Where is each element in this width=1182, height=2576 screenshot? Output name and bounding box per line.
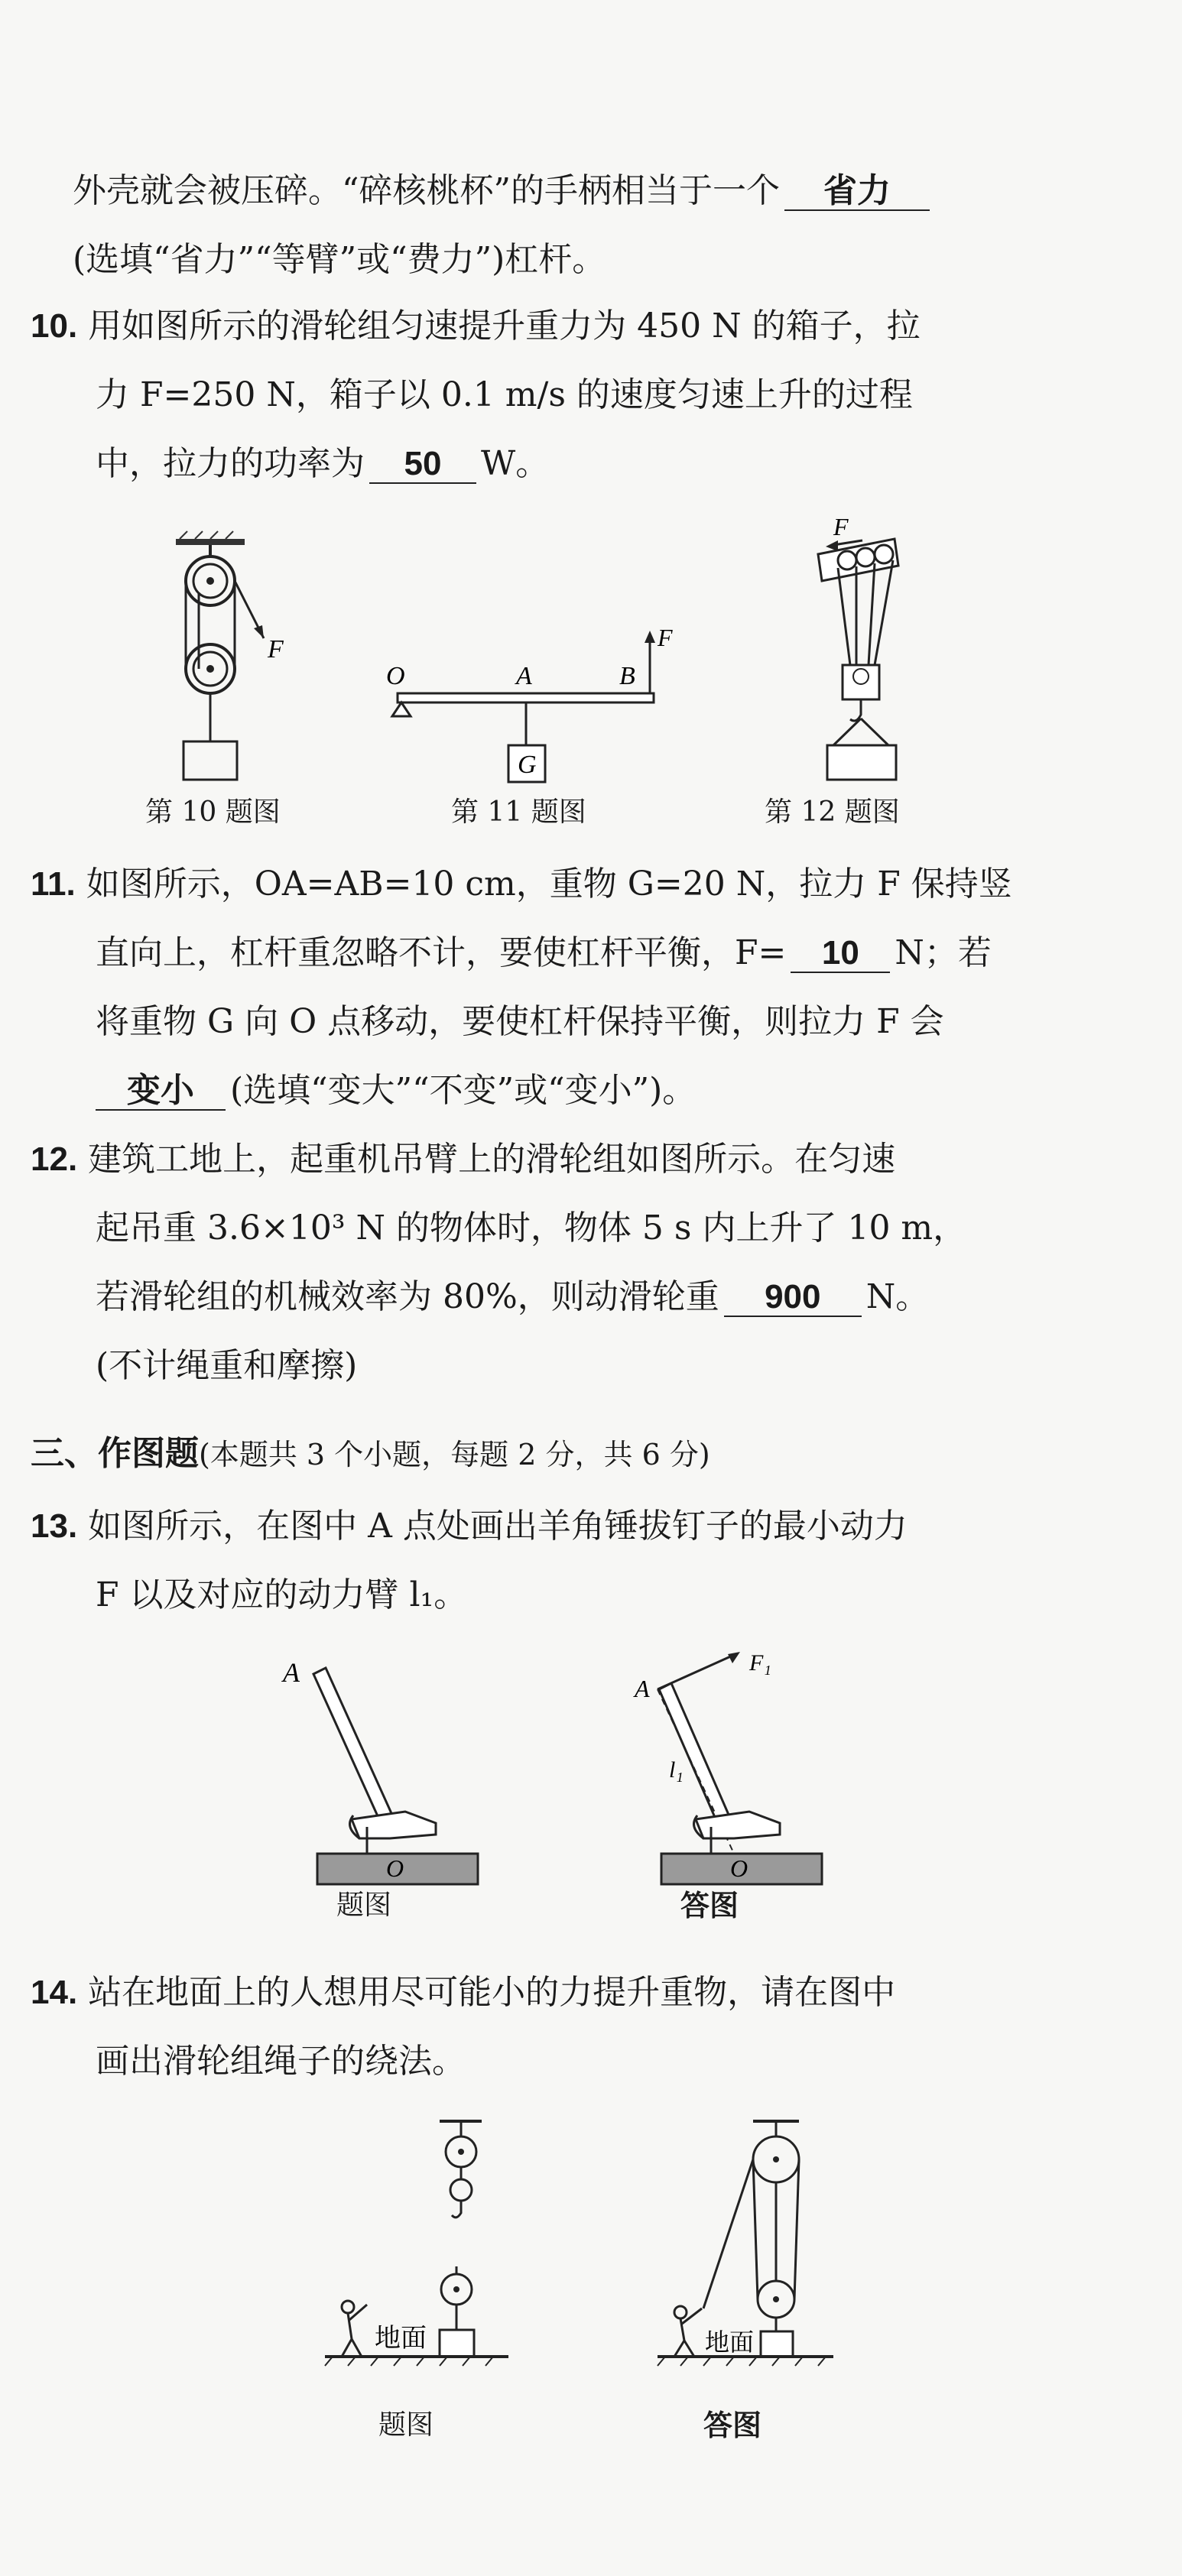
q12-answer: 900 xyxy=(724,1280,862,1317)
q13-line2-text: F 以及对应的动力臂 l₁。 xyxy=(96,1575,468,1614)
fig14-answer-caption: 答图 xyxy=(703,2410,762,2442)
fig11-lever-diagram xyxy=(386,624,673,784)
q11-number: 11. xyxy=(31,865,76,903)
q12-line2 xyxy=(96,1209,967,1247)
q10-number: 10. xyxy=(31,307,78,345)
q14-line2 xyxy=(96,2042,466,2081)
fig11-label-A: A xyxy=(516,662,532,690)
q11-line1-text: 如图所示，OA=AB=10 cm，重物 G=20 N，拉力 F 保持竖 xyxy=(86,865,1012,904)
q13-line2 xyxy=(96,1575,468,1614)
q11-line4 xyxy=(96,1071,697,1111)
q14-line2-text: 画出滑轮组绳子的绕法。 xyxy=(96,2042,466,2081)
fig14-question-pulleys xyxy=(325,2117,554,2400)
q11-line1 xyxy=(31,865,1012,904)
q12-line4-text: (不计绳重和摩擦) xyxy=(96,1346,358,1385)
fig12-label-F: F xyxy=(833,513,849,540)
fig11-label-G: G xyxy=(518,751,537,779)
q9-line2-text: (选填“省力”“等臂”或“费力”)杠杆。 xyxy=(73,240,606,279)
fig14a-ground-label: 地面 xyxy=(705,2328,755,2357)
q14-line1 xyxy=(31,1973,896,2012)
section3-heading xyxy=(31,1437,710,1471)
fig11-label-F: F xyxy=(658,624,673,651)
q13-line1-text: 如图所示，在图中 A 点处画出羊角锤拔钉子的最小动力 xyxy=(88,1507,908,1546)
fig10-label-F: F xyxy=(268,635,284,663)
q10-line1-text: 用如图所示的滑轮组匀速提升重力为 450 N 的箱子，拉 xyxy=(88,307,921,346)
fig11-label-B: B xyxy=(619,662,635,690)
q9-line2 xyxy=(73,240,606,279)
fig13a-label-l1: l₁ xyxy=(669,1757,684,1783)
q12-line4 xyxy=(96,1346,358,1385)
fig13-answer-caption: 答图 xyxy=(680,1890,739,1922)
q10-line1 xyxy=(31,307,921,346)
q10-line2-text: 力 F=250 N，箱子以 0.1 m/s 的速度匀速上升的过程 xyxy=(96,375,913,414)
fig12-caption: 第 12 题图 xyxy=(765,796,900,828)
fig10-caption: 第 10 题图 xyxy=(145,796,281,828)
fig14-answer-pulleys xyxy=(658,2117,887,2400)
q9-text: 外壳就会被压碎。“碎核桃杯”的手柄相当于一个 xyxy=(73,171,780,210)
q14-line1-text: 站在地面上的人想用尽可能小的力提升重物，请在图中 xyxy=(88,1973,896,2012)
fig13a-label-A: A xyxy=(635,1675,650,1702)
fig12-crane-pulley-diagram xyxy=(810,508,963,784)
q12-line2-text: 起吊重 3.6×10³ N 的物体时，物体 5 s 内上升了 10 m， xyxy=(96,1209,967,1247)
q10-line3 xyxy=(96,444,550,484)
q10-line2 xyxy=(96,375,913,414)
q10-answer: 50 xyxy=(369,447,476,484)
section3-note: (本题共 3 个小题，每题 2 分，共 6 分) xyxy=(199,1438,710,1471)
q12-line3-text: 若滑轮组的机械效率为 80%，则动滑轮重 xyxy=(96,1277,719,1316)
fig13a-label-O: O xyxy=(730,1854,748,1882)
fig10-pulley-diagram xyxy=(153,535,344,780)
q12-line3 xyxy=(96,1277,930,1317)
q11-line2-post: N；若 xyxy=(895,933,992,972)
fig13-answer-hammer xyxy=(635,1643,833,1888)
fig14-question-caption: 题图 xyxy=(378,2409,434,2441)
q11-line2-text: 直向上，杠杆重忽略不计，要使杠杆平衡，F= xyxy=(96,933,787,972)
fig14q-ground-label: 地面 xyxy=(375,2323,427,2354)
q10-line3-text: 中，拉力的功率为 xyxy=(96,444,365,483)
fig13a-label-F1: F₁ xyxy=(749,1650,771,1676)
q13-line1 xyxy=(31,1507,908,1546)
q14-number: 14. xyxy=(31,1974,78,2011)
fig13-question-caption: 题图 xyxy=(336,1890,392,1921)
q11-answer2: 变小 xyxy=(96,1074,226,1111)
q11-line3-text: 将重物 G 向 O 点移动，要使杠杆保持平衡，则拉力 F 会 xyxy=(96,1002,944,1041)
fig11-label-O: O xyxy=(386,662,405,690)
q10-unit: W。 xyxy=(481,444,550,483)
q13-number: 13. xyxy=(31,1507,78,1545)
q12-line1-text: 建筑工地上，起重机吊臂上的滑轮组如图所示。在匀速 xyxy=(88,1140,896,1179)
q12-unit: N。 xyxy=(865,1277,930,1316)
q9-line1 xyxy=(73,171,934,211)
q12-line1 xyxy=(31,1140,896,1179)
section3-title: 三、作图题 xyxy=(31,1435,199,1472)
fig13q-label-A: A xyxy=(283,1657,300,1688)
q11-line4-text: (选填“变大”“不变”或“变小”)。 xyxy=(230,1071,697,1110)
q11-line2 xyxy=(96,933,992,973)
fig13-question-hammer xyxy=(283,1643,482,1888)
q11-line3 xyxy=(96,1002,944,1041)
fig11-caption: 第 11 题图 xyxy=(451,796,586,828)
fig13q-label-O: O xyxy=(386,1854,404,1882)
q11-answer1: 10 xyxy=(791,936,890,973)
q9-answer: 省力 xyxy=(784,174,930,211)
q12-number: 12. xyxy=(31,1140,78,1178)
